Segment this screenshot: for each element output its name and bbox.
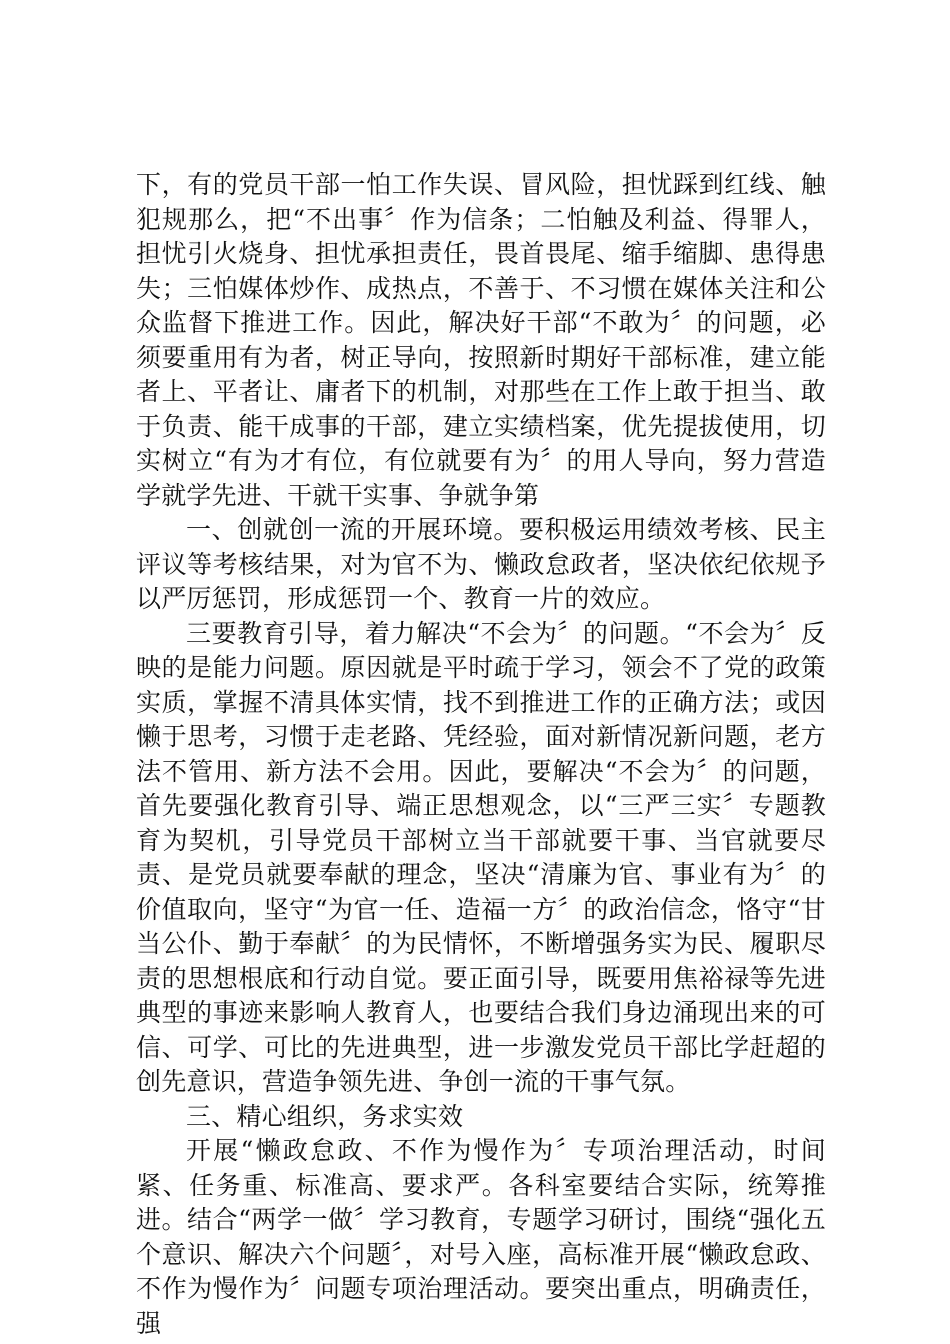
- paragraph-3: 三要教育引导，着力解决“不会为〞的问题。“不会为〞反映的是能力问题。原因就是平时疏于学习，领会不了党的政策实质，掌握不清具体实情，找不到推进工作的正确方法；或因懒于思考，习惯于走老路、凭经验，面对新情况新问题，老方法不管用、新方法不会用。因此，要解决“不会为〞的问题，首先要强化教育引导、端正思想观念，以“三严三实〞专题教育为契机，引导党员干部树立当干部就要干事、当官就要尽责、是党员就要奉献的理念，坚决“清廉为官、事业有为〞的价值取向，坚守“为官一任、造福一方〞的政治信念，恪守“甘当公仆、勤于奉献〞的为民情怀，不断增强务实为民、履职尽责的思想根底和行动自觉。要正面引导，既要用焦裕禄等先进典型的事迹来影响人教育人，也要结合我们身边涌现出来的可信、可学、可比的先进典型，进一步激发党员干部比学赶超的创先意识，营造争领先进、争创一流的干事气氛。: [136, 618, 826, 1096]
- section-heading: 三、精心组织，务求实效: [186, 1101, 464, 1131]
- paragraph-1: 下，有的党员干部一怕工作失误、冒风险，担忧踩到红线、触犯规那么，把“不出事〞作为信条；二怕触及利益、得罪人，担忧引火烧身、担忧承担责任，畏首畏尾、缩手缩脚、患得患失；三怕媒体炒作、成热点，不善于、不习惯在媒体关注和公众监督下推进工作。因此，解决好干部“不敢为〞的问题，必须要重用有为者，树正导向，按照新时期好干部标准，建立能者上、平者让、庸者下的机制，对那些在工作上敢于担当、敢于负责、能干成事的干部，建立实绩档案，优先提拔使用，切实树立“有为才有位，有位就要有为〞的用人导向，努力营造学就学先进、干就干实事、争就争第: [136, 170, 826, 510]
- body-text: [136, 168, 826, 1341]
- paragraph-4: 开展“懒政怠政、不作为慢作为〞专项治理活动，时间紧、任务重、标准高、要求严。各科室要结合实际，统筹推进。结合“两学一做〞学习教育，专题学习研讨，围绕“强化五个意识、解决六个问题〞，对号入座，高标准开展“懒政怠政、不作为慢作为〞问题专项治理活动。要突出重点，明确责任，强: [136, 1136, 826, 1338]
- paragraph-2: 一、创就创一流的开展环境。要积极运用绩效考核、民主评议等考核结果，对为官不为、懒政怠政者，坚决依纪依规予以严厉惩罚，形成惩罚一个、教育一片的效应。: [136, 515, 826, 613]
